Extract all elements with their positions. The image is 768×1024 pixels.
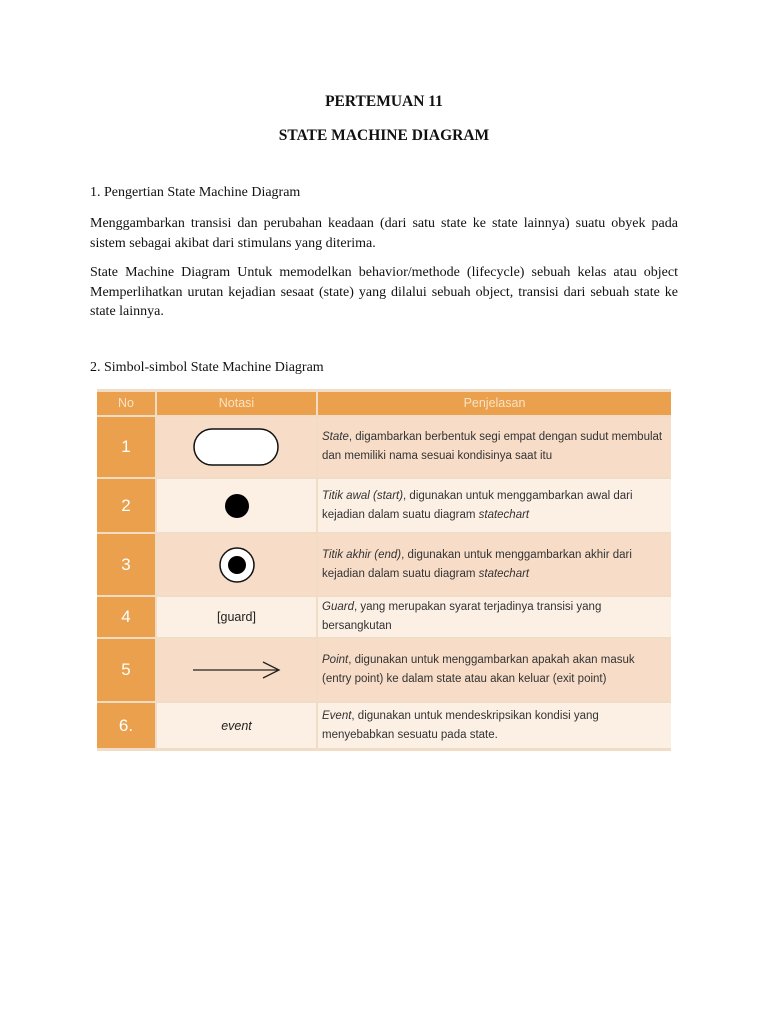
notation-cell	[157, 479, 316, 532]
symbols-table	[97, 389, 671, 751]
page-subtitle: STATE MACHINE DIAGRAM	[278, 127, 490, 144]
bullseye-final-icon	[217, 545, 257, 585]
notation-cell	[157, 534, 316, 595]
row-number: 6.	[97, 703, 155, 748]
description-text: , digunakan untuk menggambarkan awal dari kejadian dalam suatu diagram	[322, 489, 633, 521]
description-cell	[318, 534, 671, 595]
header-notation: Notasi	[157, 392, 316, 415]
filled-circle-initial-icon	[222, 491, 252, 521]
table-row	[97, 479, 671, 532]
guard-notation: [guard]	[217, 610, 256, 624]
header-no: No	[97, 392, 155, 415]
section1-paragraph2: State Machine Diagram Untuk memodelkan behavior/methode (lifecycle) sebuah kelas atau object Memperlihatkan urutan kejadian sesaat (state) yang dilalui sebuah object, transisi dari sebuah state ke state lainnya.	[90, 265, 678, 319]
notation-cell	[157, 703, 316, 748]
description-text: , digambarkan berbentuk segi empat dengan sudut membulat dan memiliki nama sesuai kondisinya saat itu	[322, 431, 663, 462]
page-title: PERTEMUAN 11	[325, 93, 443, 110]
term: Guard	[322, 601, 354, 613]
description-text: , digunakan untuk menggambarkan akhir dari kejadian dalam suatu diagram	[322, 548, 632, 580]
table-row	[97, 597, 671, 637]
term: Titik awal (start)	[322, 489, 404, 502]
arrow-right-icon	[191, 659, 283, 681]
row-number: 1	[97, 417, 155, 477]
description-cell	[318, 597, 671, 637]
row-number: 5	[97, 639, 155, 701]
term: Titik akhir (end)	[322, 548, 402, 561]
term: State	[322, 431, 349, 443]
notation-cell	[157, 417, 316, 477]
table-row	[97, 534, 671, 595]
table-row	[97, 417, 671, 477]
section1-heading: 1. Pengertian State Machine Diagram	[90, 185, 301, 200]
row-number: 4	[97, 597, 155, 637]
description-text: , digunakan untuk mendeskripsikan kondisi yang menyebabkan sesuatu pada state.	[322, 709, 599, 741]
table-row	[97, 639, 671, 701]
description-text: , digunakan untuk menggambarkan apakah akan masuk (entry point) ke dalam state atau akan keluar (exit point)	[322, 654, 635, 685]
description-cell	[318, 479, 671, 532]
description-cell	[318, 417, 671, 477]
section2-heading: 2. Simbol-simbol State Machine Diagram	[90, 360, 324, 375]
rounded-rectangle-state-icon	[192, 426, 282, 468]
term2: statechart	[478, 508, 530, 521]
description-text: , yang merupakan syarat terjadinya transisi yang bersangkutan	[322, 601, 602, 632]
term: Point	[322, 654, 349, 666]
row-number: 3	[97, 534, 155, 595]
notation-cell	[157, 597, 316, 637]
header-description: Penjelasan	[318, 392, 671, 415]
table-row	[97, 703, 671, 748]
description-cell	[318, 639, 671, 701]
table-header-row	[97, 392, 671, 415]
row-number: 2	[97, 479, 155, 532]
term: Event	[322, 709, 352, 722]
event-notation: event	[221, 718, 252, 733]
term2: statechart	[478, 567, 530, 580]
section1-paragraph1: Menggambarkan transisi dan perubahan keadaan (dari satu state ke state lainnya) suatu obyek pada sistem sebagai akibat dari stimulans yang diterima.	[90, 216, 678, 251]
description-cell	[318, 703, 671, 748]
notation-cell	[157, 639, 316, 701]
